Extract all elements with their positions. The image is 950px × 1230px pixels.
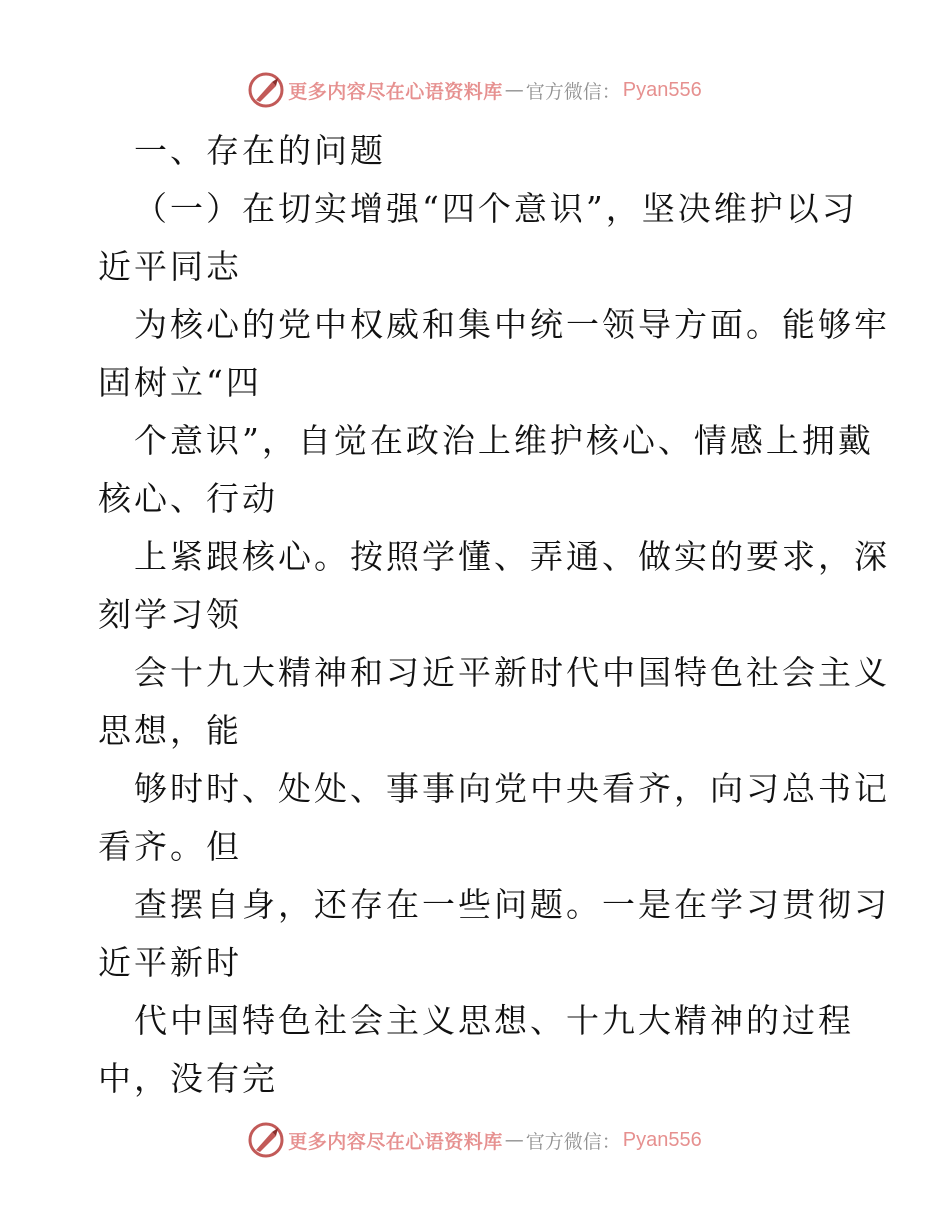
banner-separator: — bbox=[504, 79, 524, 101]
paragraph-line: 会十九大精神和习近平新时代中国特色社会主义 bbox=[134, 653, 890, 692]
banner-wechat-id: Pyan556 bbox=[622, 78, 702, 101]
paragraph-line: 刻学习领 bbox=[98, 595, 242, 634]
banner-wechat-label: 官方微信： bbox=[525, 1130, 621, 1153]
paragraph-line: 中，没有完 bbox=[98, 1059, 278, 1098]
watermark-banner-top bbox=[0, 70, 950, 110]
banner-wechat-label: 官方微信： bbox=[525, 80, 621, 103]
paragraph-line: 代中国特色社会主义思想、十九大精神的过程 bbox=[134, 1001, 854, 1040]
banner-brand: 更多内容尽在心语资料库 bbox=[288, 80, 503, 103]
paragraph-line: 近平同志 bbox=[98, 247, 242, 286]
watermark-banner-bottom bbox=[0, 1120, 950, 1160]
section-heading: 一、存在的问题 bbox=[134, 131, 386, 170]
paragraph-line: 个意识”，自觉在政治上维护核心、情感上拥戴 bbox=[134, 421, 874, 460]
document-body bbox=[98, 122, 890, 1108]
paragraph-line: 够时时、处处、事事向党中央看齐，向习总书记 bbox=[134, 769, 890, 808]
paragraph-line: 固树立“四 bbox=[98, 363, 262, 402]
paragraph-line: 查摆自身，还存在一些问题。一是在学习贯彻习 bbox=[134, 885, 890, 924]
pen-nib-logo-icon bbox=[248, 72, 284, 108]
banner-separator: — bbox=[504, 1129, 524, 1151]
paragraph-line: 上紧跟核心。按照学懂、弄通、做实的要求，深 bbox=[134, 537, 890, 576]
banner-wechat-id: Pyan556 bbox=[622, 1128, 702, 1151]
paragraph-line: 核心、行动 bbox=[98, 479, 278, 518]
paragraph-line: 为核心的党中权威和集中统一领导方面。能够牢 bbox=[134, 305, 890, 344]
paragraph-line: 看齐。但 bbox=[98, 827, 242, 866]
pen-nib-logo-icon bbox=[248, 1122, 284, 1158]
banner-brand: 更多内容尽在心语资料库 bbox=[288, 1130, 503, 1153]
paragraph-line: 近平新时 bbox=[98, 943, 242, 982]
paragraph-line: 思想，能 bbox=[98, 711, 242, 750]
paragraph-line: （一）在切实增强“四个意识”，坚决维护以习 bbox=[134, 189, 858, 228]
